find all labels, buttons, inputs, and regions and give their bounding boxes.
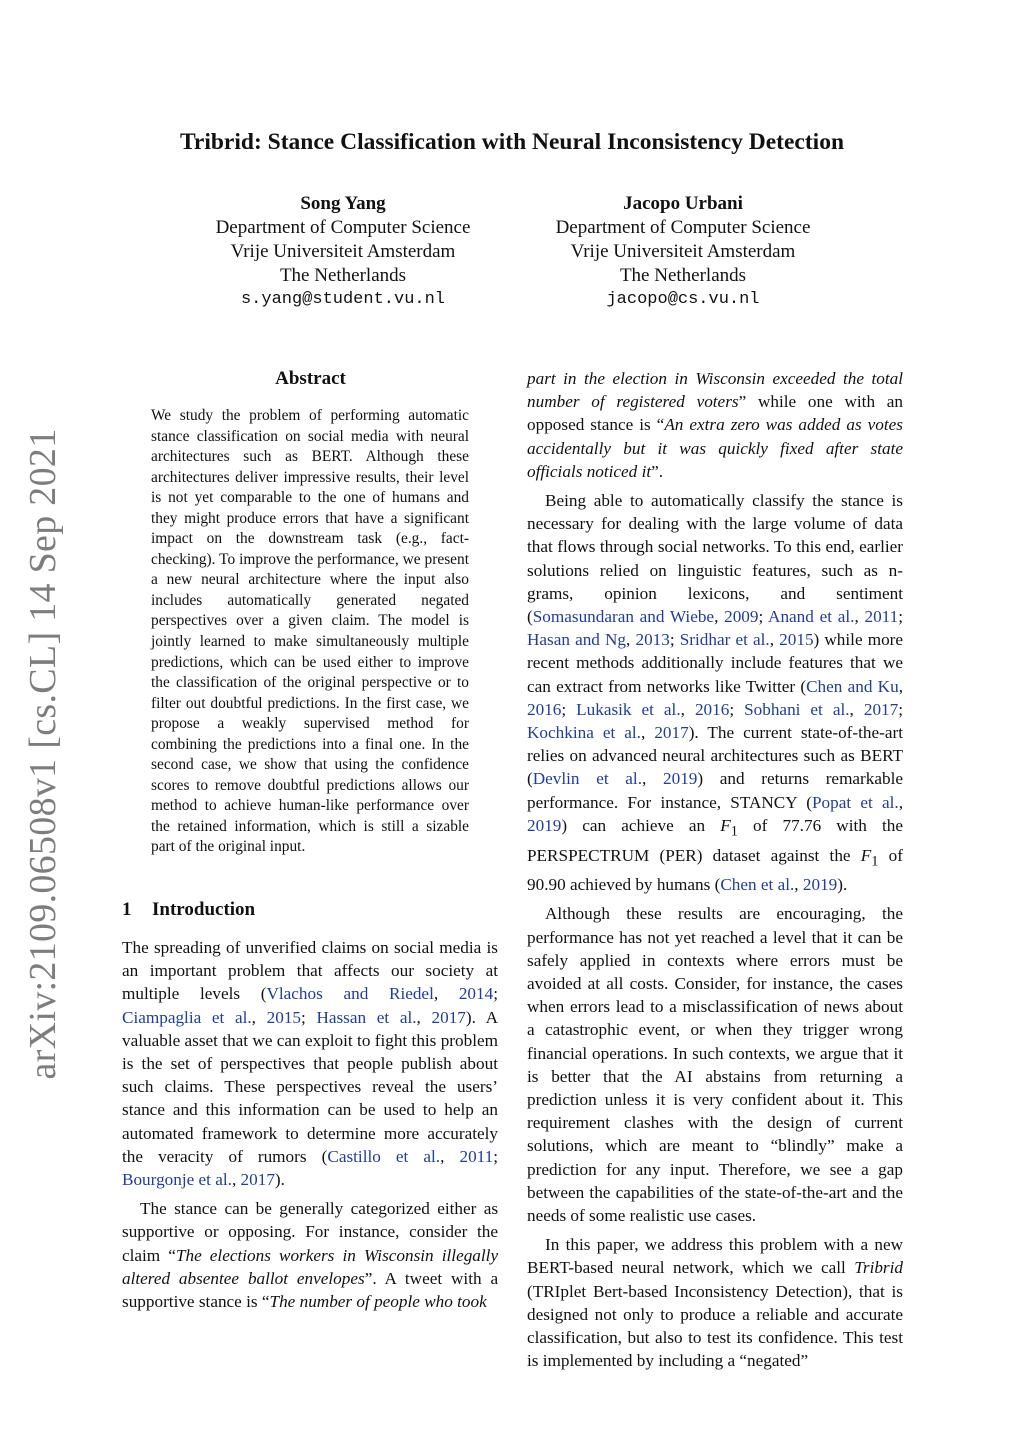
paragraph: The stance can be generally categorized either as supportive or opposing. For instance, consider the claim “The elections workers in Wisconsin illegally altered absentee ballot envelopes”. A tweet with a supportive stance is “The number of people who took xyxy=(122,1199,499,1312)
citation-link[interactable]: Sobhani et al. xyxy=(744,699,850,719)
author-university: Vrije Universiteit Amsterdam xyxy=(570,241,796,262)
left-column-body xyxy=(122,936,498,1319)
citation-link[interactable]: Anand et al. xyxy=(768,607,855,627)
citation-link[interactable]: Lukasik et al. xyxy=(576,699,681,719)
citation-link[interactable]: 2016 xyxy=(527,699,562,719)
author-university: Vrije Universiteit Amsterdam xyxy=(230,241,456,262)
abstract-body xyxy=(151,406,469,858)
citation-link[interactable]: Chen and Ku xyxy=(806,676,899,696)
citation-link[interactable]: Hassan et al. xyxy=(316,1007,417,1027)
author-country: The Netherlands xyxy=(279,265,407,286)
citation-link[interactable]: Kochkina et al. xyxy=(527,723,641,743)
f1-symbol: F xyxy=(720,815,731,835)
citation-link[interactable]: Somasundaran and Wiebe xyxy=(532,607,715,627)
citation-link[interactable]: 2017 xyxy=(240,1170,275,1190)
citation-link[interactable]: 2019 xyxy=(663,769,698,789)
paper-title: Tribrid: Stance Classification with Neural Inconsistency Detection xyxy=(179,129,845,155)
author-block-2 xyxy=(518,192,848,312)
citation-link[interactable]: 2011 xyxy=(864,607,899,627)
paragraph: Although these results are encouraging, the performance has not yet reached a level that it can be safely applied in contexts where errors must be avoided at all costs. Consider, for instance, the cases when errors lead to a misclassification of news about a catastrophic event, or when they trigger wrong financial operations. In such contexts, we argue that it is better that the AI abstains from returning a prediction unless it is very confident about it. This requirement clashes with the design of current solutions, which are meant to “blindly” make a prediction for any input. Therefore, we see a gap between the capabilities of the state-of-the-art and the needs of some realistic use cases. xyxy=(527,904,903,1225)
author-department: Department of Computer Science xyxy=(215,217,471,238)
right-column-body xyxy=(527,367,903,1378)
citation-link[interactable]: Hasan and Ng xyxy=(527,630,627,650)
author-name: Song Yang xyxy=(300,193,386,214)
citation-link[interactable]: Popat et al. xyxy=(811,792,899,812)
citation-link[interactable]: Sridhar et al. xyxy=(679,630,770,650)
citation-link[interactable]: Bourgonje et al. xyxy=(122,1170,232,1190)
f1-symbol: F xyxy=(860,845,872,865)
citation-link[interactable]: 2017 xyxy=(654,723,689,743)
arxiv-id-text: arXiv:2109.06508v1 [cs.CL] 14 Sep 2021 xyxy=(22,428,64,1080)
claim-quote: The elections workers in Wisconsin illegally altered absentee ballot envelopes xyxy=(122,1245,499,1288)
citation-link[interactable]: Vlachos and Riedel xyxy=(266,984,434,1004)
f1-subscript: 1 xyxy=(871,852,879,869)
abstract-heading: Abstract xyxy=(275,368,346,389)
citation-link[interactable]: 2015 xyxy=(779,630,814,650)
author-country: The Netherlands xyxy=(619,265,747,286)
author-block-1 xyxy=(178,192,508,312)
citation-link[interactable]: Ciampaglia et al. xyxy=(122,1007,252,1027)
citation-link[interactable]: 2016 xyxy=(694,699,730,719)
citation-link[interactable]: Castillo et al. xyxy=(327,1146,441,1166)
abstract-text: We study the problem of performing automatic stance classification on social media with neural architectures such as BERT. Although these architectures deliver impressive results, their level is not yet comparable to the one of humans and they might produce errors that have a significant impact on the downstream task (e.g., fact-checking). To improve the performance, we present a new neural architecture where the input also includes automatically generated negated perspectives over a given claim. The model is jointly learned to make simultaneously multiple predictions, which can be used either to improve the classification of the original perspective or to filter out doubtful predictions. In the first case, we propose a weakly supervised method for combining the predictions into a final one. In the second case, we show that using the confidence scores to remove doubtful predictions allows our method to achieve human-like performance over the retained information, which is still a sizable part of the original input. xyxy=(151,407,469,856)
citation-link[interactable]: 2017 xyxy=(431,1007,466,1027)
supportive-quote: The number of people who took xyxy=(269,1292,487,1312)
section-number: 1 xyxy=(122,899,132,920)
citation-link[interactable]: 2014 xyxy=(458,984,494,1004)
section-heading-introduction xyxy=(122,899,255,921)
author-email[interactable]: s.yang@student.vu.nl xyxy=(240,290,446,309)
paragraph: In this paper, we address this problem with a new BERT-based neural network, which we call Tribrid (TRIplet Bert-based Inconsistency Detection), that is designed not only to produce a reliable and accurate classification, but also to test its confidence. This test is implemented by including a “negated” xyxy=(527,1235,903,1371)
model-name: Tribrid xyxy=(854,1258,903,1278)
paragraph: The spreading of unverified claims on social media is an important problem that affects our society at multiple levels (Vlachos and Riedel, 2014; Ciampaglia et al., 2015; Hassan et al., 2017). A valuable asset that we can exploit to fight this problem is the set of perspectives that people publish about such claims. These perspectives reveal the users’ stance and this information can be used to help an automated framework to determine more accurately the veracity of rumors (Castillo et al., 2011; Bourgonje et al., 2017). xyxy=(122,938,499,1190)
citation-link[interactable]: Chen et al. xyxy=(720,875,795,895)
author-name: Jacopo Urbani xyxy=(623,193,743,214)
author-department: Department of Computer Science xyxy=(555,217,811,238)
citation-link[interactable]: 2011 xyxy=(459,1146,494,1166)
citation-link[interactable]: 2015 xyxy=(266,1007,302,1027)
author-email[interactable]: jacopo@cs.vu.nl xyxy=(606,290,760,309)
citation-link[interactable]: 2019 xyxy=(527,815,562,835)
citation-link[interactable]: 2019 xyxy=(802,875,838,895)
citation-link[interactable]: 2013 xyxy=(635,630,670,650)
paragraph-continuation: part in the election in Wisconsin exceeded the total number of registered voters” while one with an opposed stance is “An extra zero was added as votes accidentally but it was quickly fixed after state officials noticed it”. xyxy=(527,369,904,481)
citation-link[interactable]: 2017 xyxy=(863,699,899,719)
citation-link[interactable]: Devlin et al. xyxy=(532,769,642,789)
section-title: Introduction xyxy=(152,899,256,920)
paragraph: Being able to automatically classify the stance is necessary for dealing with the large volume of data that flows through social networks. To this end, earlier solutions relied on linguistic features, such as n-grams, opinion lexicons, and sentiment (Somasundaran and Wiebe, 2009; Anand et al., 2011; Hasan and Ng, 2013; Sridhar et al., 2015) while more recent methods additionally include features that we can extract from networks like Twitter (Chen and Ku, 2016; Lukasik et al., 2016; Sobhani et al., 2017; Kochkina et al., 2017). The current state-of-the-art relies on advanced neural architectures such as BERT (Devlin et al., 2019) and returns remarkable performance. For instance, STANCY (Popat et al., 2019) can achieve an $F_1$ of 77.76 with the PERSPECTRUM (PER) dataset against the $F_1$ of 90.90 achieved by humans (Chen et al., 2019). xyxy=(527,491,904,895)
f1-subscript: 1 xyxy=(730,823,738,840)
citation-link[interactable]: 2009 xyxy=(724,607,759,627)
